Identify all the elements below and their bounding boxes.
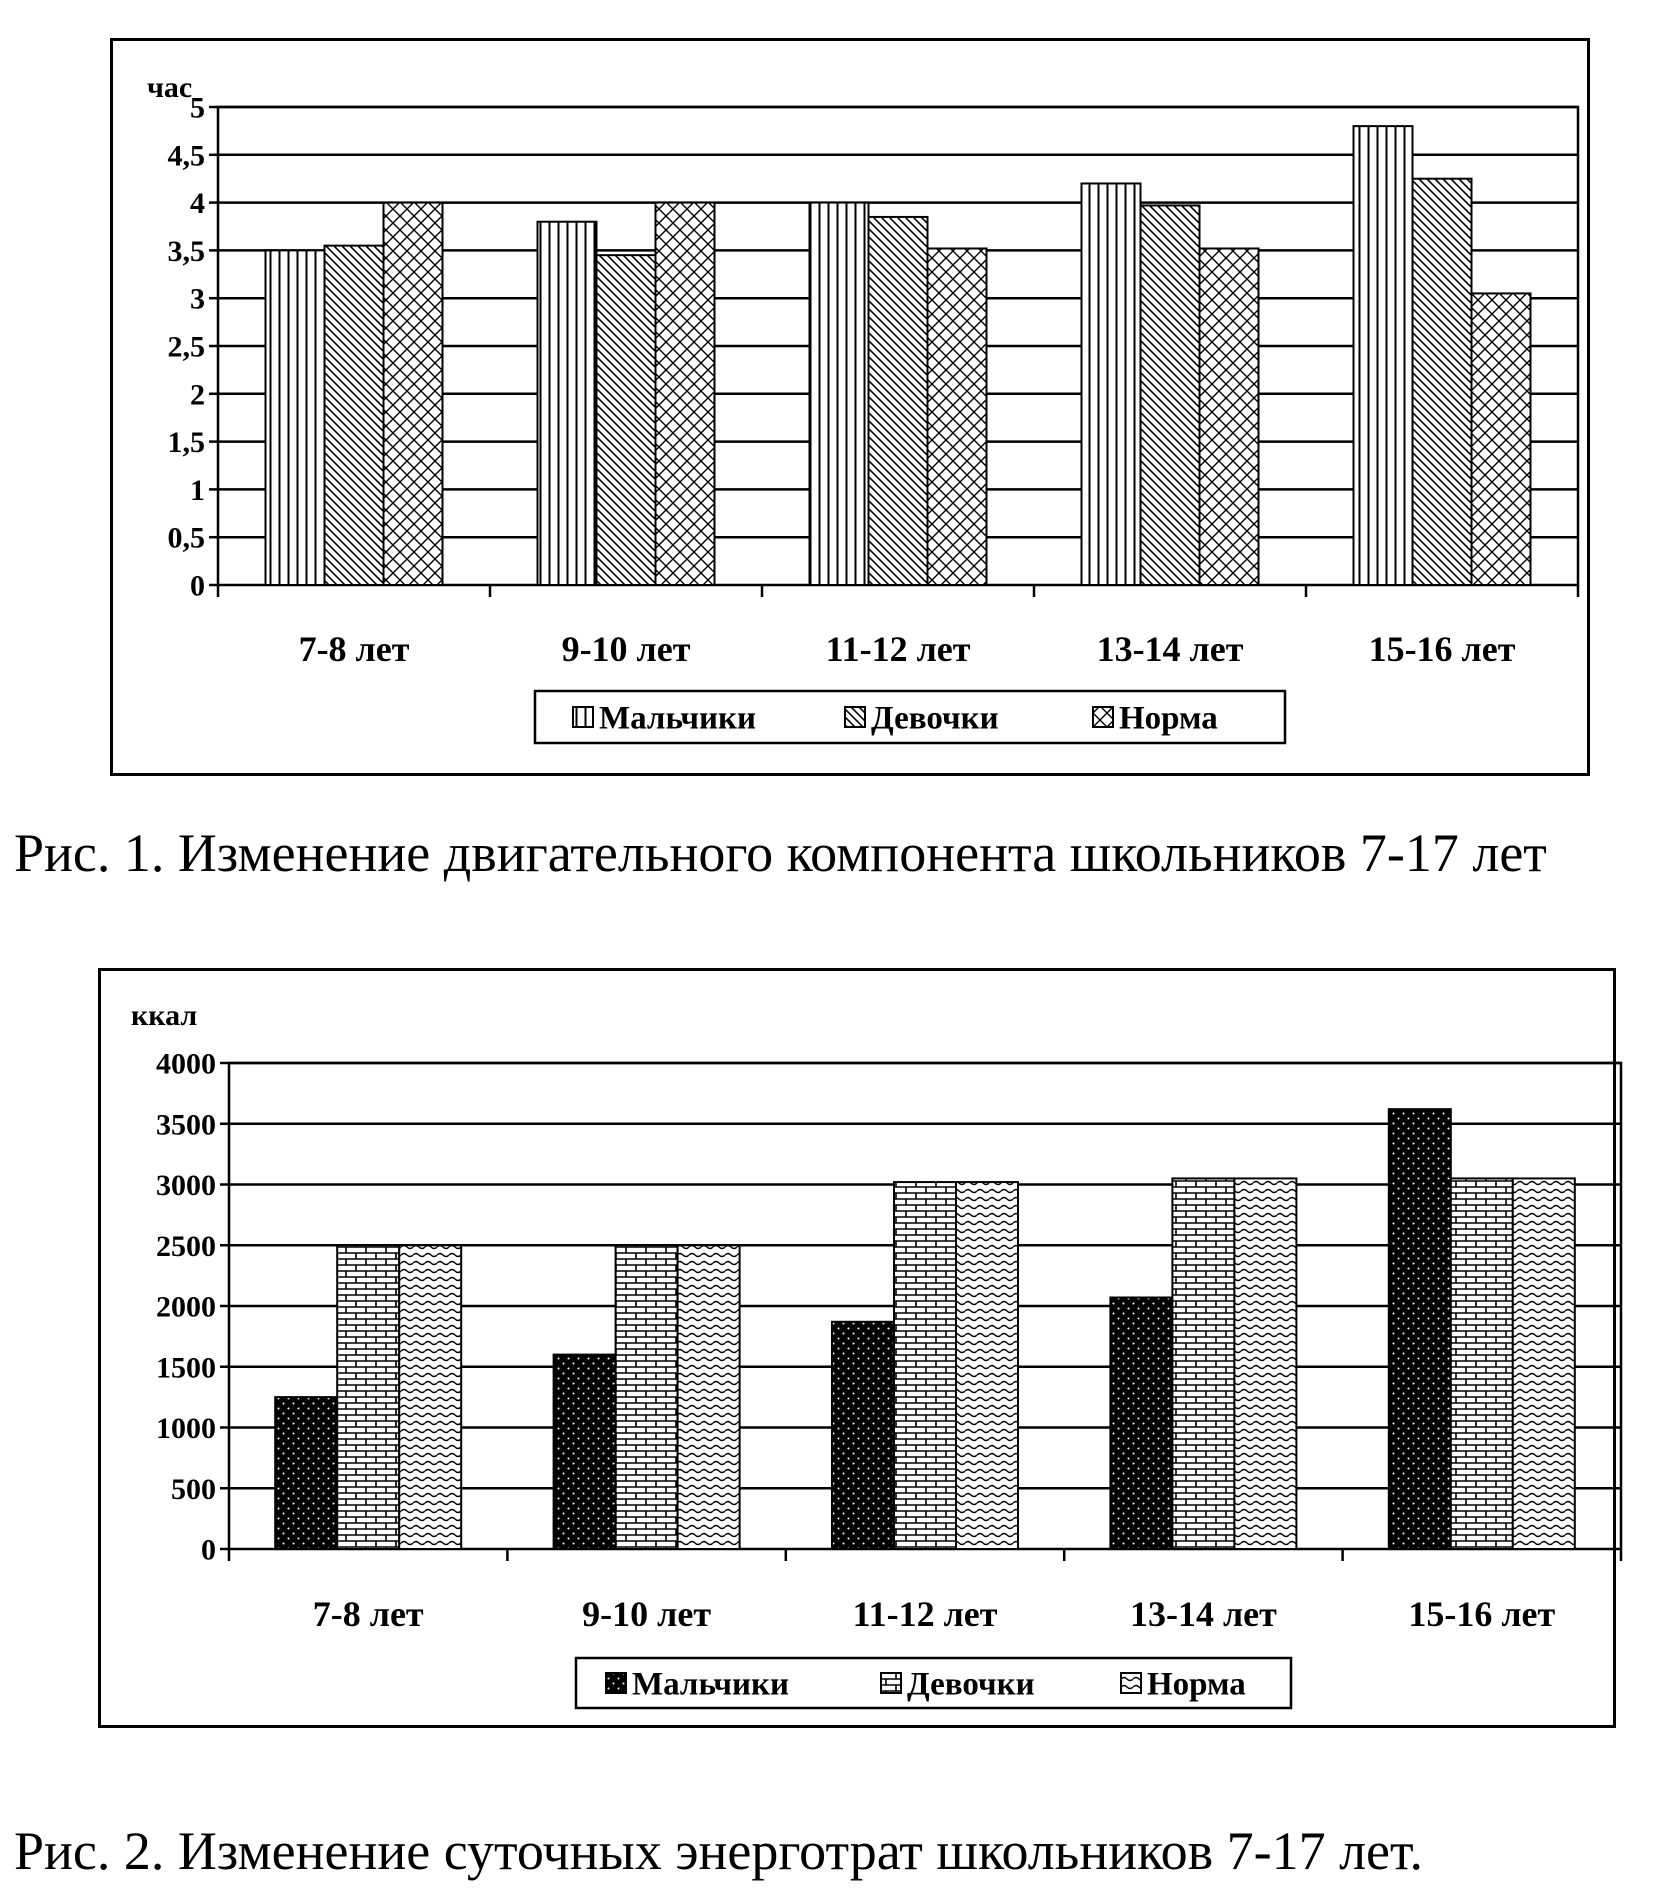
chart2-legend-label: Девочки [907, 1666, 1035, 1703]
chart1-bar-1-1 [266, 250, 325, 585]
chart1-frame [110, 38, 1590, 776]
chart2-y-tick-label: 3000 [156, 1169, 216, 1202]
chart2-y-tick-label: 1500 [156, 1351, 216, 1385]
chart2-bar-3-2 [678, 1245, 740, 1549]
chart1-legend-label: Девочки [871, 700, 999, 737]
chart2-svg [101, 971, 1619, 1731]
chart2-bar-1-3 [832, 1322, 894, 1549]
chart1-bar-2-3 [869, 217, 928, 585]
chart2-bar-3-1 [399, 1245, 461, 1549]
chart2-y-tick-label: 4000 [156, 1047, 216, 1081]
chart2-y-tick-label: 0 [201, 1533, 216, 1567]
chart2-bar-1-2 [554, 1355, 616, 1549]
chart1-legend-swatch [573, 707, 593, 727]
chart1-legend-label: Норма [1119, 700, 1218, 737]
chart2-y-tick-label: 500 [171, 1472, 216, 1506]
chart2-legend-label: Мальчики [632, 1666, 790, 1703]
chart2-bar-1-1 [275, 1397, 337, 1549]
chart1-bar-2-1 [325, 246, 384, 585]
chart1-x-category-label: 11-12 лет [825, 629, 971, 669]
chart2-bar-3-5 [1513, 1178, 1575, 1549]
chart2-bar-2-5 [1451, 1178, 1513, 1549]
chart2-y-tick-label: 2000 [156, 1290, 216, 1324]
chart1-legend-label: Мальчики [599, 700, 757, 737]
chart2-legend-label: Норма [1147, 1666, 1246, 1703]
chart1-legend-swatch [845, 707, 865, 727]
chart1-y-tick-label: 0 [190, 569, 205, 603]
chart1-y-tick-label: 4 [190, 187, 205, 221]
chart2-bar-1-5 [1389, 1109, 1451, 1549]
chart1-y-tick-label: 0,5 [167, 521, 205, 555]
chart1-bar-2-4 [1141, 205, 1200, 585]
chart2-x-category-label: 9-10 лет [582, 1594, 712, 1634]
chart1-y-tick-label: 4,5 [167, 139, 205, 173]
chart1-y-axis-label: час [147, 71, 193, 104]
chart2-bar-2-2 [616, 1245, 678, 1549]
chart2-bar-1-4 [1110, 1297, 1172, 1549]
chart1-bar-3-2 [656, 203, 715, 585]
chart1-y-tick-label: 3,5 [167, 234, 205, 268]
chart1-bar-3-3 [928, 248, 987, 585]
chart1-y-tick-label: 2 [190, 378, 205, 412]
chart2-legend-swatch [1121, 1673, 1141, 1693]
chart2-y-tick-label: 3500 [156, 1108, 216, 1142]
chart2-y-axis-label: ккал [131, 999, 198, 1032]
chart1-legend-swatch [1093, 707, 1113, 727]
chart1-bar-2-2 [597, 255, 656, 585]
chart2-legend-swatch [606, 1673, 626, 1693]
chart2-bar-3-3 [956, 1182, 1018, 1549]
chart2-y-tick-label: 2500 [156, 1229, 216, 1263]
chart2-y-tick-label: 1000 [156, 1412, 216, 1445]
chart1-y-tick-label: 2,5 [167, 330, 205, 364]
chart2-bar-2-4 [1172, 1178, 1234, 1549]
chart2-x-category-label: 7-8 лет [312, 1594, 424, 1634]
chart1-bar-3-4 [1200, 248, 1259, 585]
chart1-x-category-label: 15-16 лет [1368, 629, 1516, 669]
chart1-x-category-label: 13-14 лет [1096, 629, 1244, 669]
chart1-x-category-label: 9-10 лет [561, 629, 691, 669]
chart1-x-category-label: 7-8 лет [298, 629, 410, 669]
chart2-x-category-label: 13-14 лет [1129, 1594, 1277, 1634]
chart1-y-tick-label: 5 [190, 91, 205, 125]
chart2-bar-3-4 [1234, 1178, 1296, 1549]
chart2-bar-2-3 [894, 1182, 956, 1549]
chart1-y-tick-label: 1,5 [167, 426, 205, 460]
chart1-bar-3-1 [384, 203, 443, 585]
chart1-bar-1-5 [1354, 126, 1413, 585]
chart1-bar-1-4 [1082, 183, 1141, 585]
chart2-bar-2-1 [337, 1245, 399, 1549]
chart1-bar-1-3 [810, 203, 869, 585]
chart1-bar-2-5 [1413, 179, 1472, 585]
chart2-frame [98, 968, 1616, 1728]
figure2-caption: Рис. 2. Изменение суточных энерготрат школьников 7-17 лет. [14, 1821, 1424, 1881]
chart1-y-tick-label: 3 [190, 282, 205, 316]
chart2-x-category-label: 11-12 лет [852, 1594, 998, 1634]
figure1-caption: Рис. 1. Изменение двигательного компонента школьников 7-17 лет [14, 823, 1547, 883]
chart1-y-tick-label: 1 [190, 473, 205, 507]
chart1-bar-1-2 [538, 222, 597, 585]
chart1-svg [113, 41, 1593, 779]
chart1-bar-3-5 [1472, 293, 1531, 585]
chart2-x-category-label: 15-16 лет [1408, 1594, 1556, 1634]
chart2-legend-swatch [881, 1673, 901, 1693]
